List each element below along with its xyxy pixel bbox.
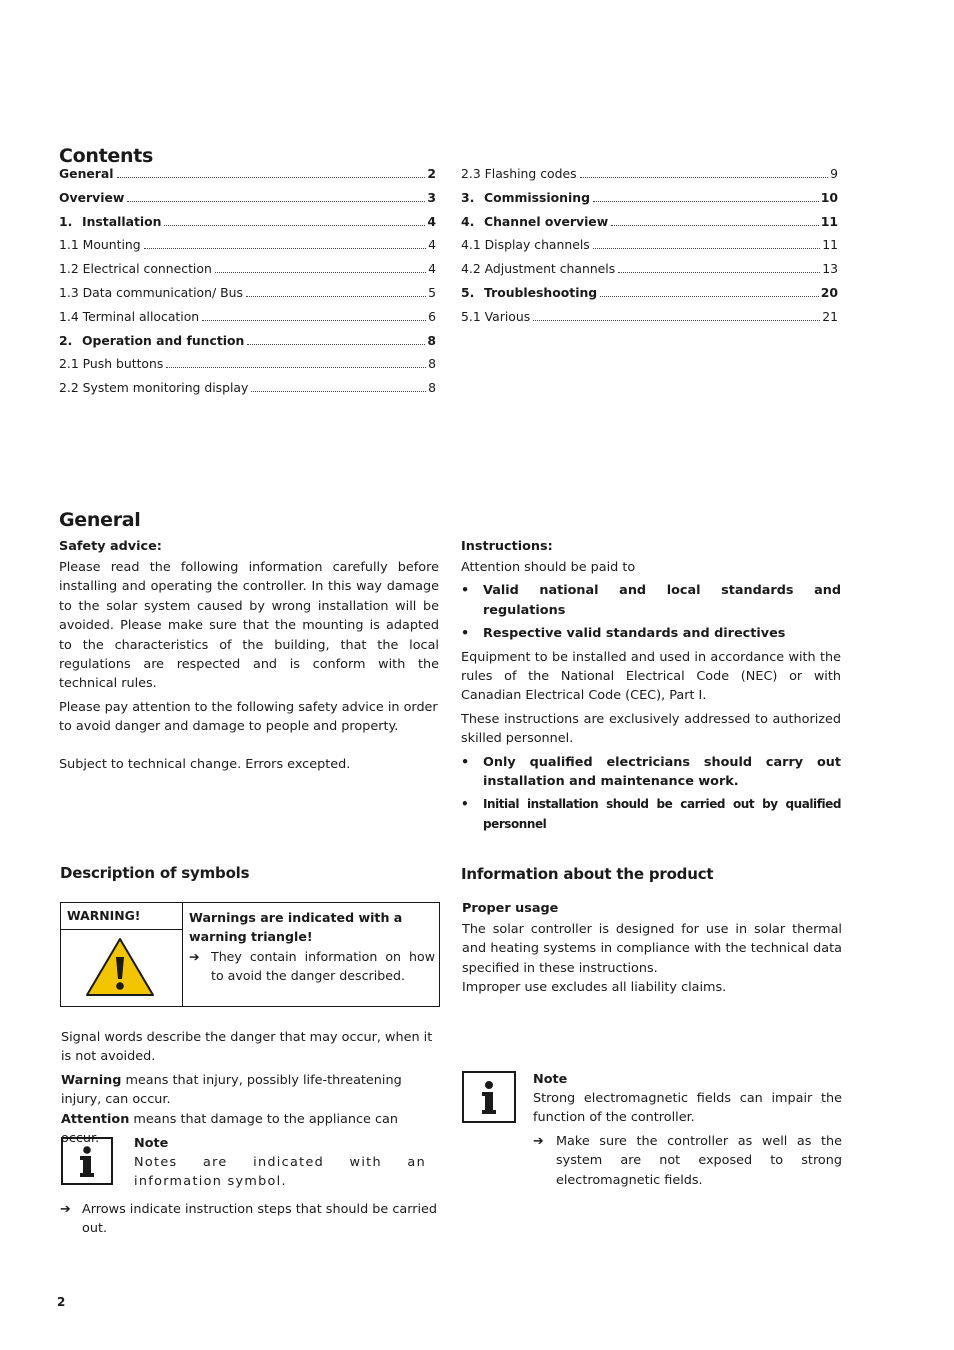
safety-section [59, 539, 439, 774]
instructions-label: Instructions: [461, 539, 553, 554]
safety-paragraph-1: Please read the following information carefully before installing and operating the controller. In this way damage to the solar system caused by wrong installation will be avoided. Please make sure that the mounting is adapted to the characteristics of the building, that the local regulations are respected and is conform with the technical rules. [59, 560, 439, 692]
toc-entry-label [461, 285, 597, 300]
toc-leader-dots [127, 200, 425, 202]
signal-text: Signal words describe the danger that may occur, when it is not avoided. [61, 1030, 433, 1065]
toc-leader-dots [215, 271, 426, 273]
toc-entry-page: 3 [427, 189, 436, 205]
toc-entry-page: 8 [428, 380, 436, 396]
toc-entry-page: 4 [428, 261, 436, 277]
toc-entry[interactable] [461, 261, 838, 285]
toc-entry-text: Overview [59, 189, 125, 205]
toc-entry-label [59, 380, 248, 395]
info-icon [61, 1137, 113, 1185]
arrow-icon: ➔ [533, 1133, 544, 1149]
list-item: • Valid national and local standards and regulations [461, 581, 841, 620]
toc-entry-text: 1.3 Data communication/ Bus [59, 284, 243, 300]
toc-entry-label [461, 190, 590, 205]
toc-leader-dots [618, 271, 820, 273]
toc-entry-label [59, 166, 114, 181]
toc-entry-page: 11 [822, 237, 838, 253]
toc-entry-text: Channel overview [484, 213, 609, 229]
signal-section [61, 1028, 440, 1148]
exclusive-text: These instructions are exclusively addressed to authorized skilled personnel. [461, 711, 841, 747]
arrow-explanation [60, 1200, 440, 1239]
toc-leader-dots [164, 224, 425, 226]
warning-label: WARNING! [61, 903, 182, 930]
list-item: • Initial installation should be carried out by qualified personnel [461, 795, 841, 834]
warning-right-cell [189, 908, 435, 986]
product-title: Information about the product [461, 865, 714, 883]
toc-entry[interactable] [59, 333, 436, 357]
toc-entry[interactable] [461, 309, 838, 333]
warning-left-cell [61, 903, 183, 1006]
toc-entry-label [461, 214, 608, 229]
toc-leader-dots [593, 200, 819, 202]
warning-heading: Warnings are indicated with a warning triangle! [189, 910, 403, 945]
toc-leader-dots [202, 319, 426, 321]
toc-entry-text: Operation and function [82, 332, 245, 348]
toc-leader-dots [533, 319, 820, 321]
note-text: Strong electromagnetic fields can impair the function of the controller. [533, 1091, 842, 1126]
toc-leader-dots [246, 295, 426, 297]
contents-title: Contents [59, 145, 154, 167]
toc-entry-page: 4 [428, 237, 436, 253]
toc-leader-dots [117, 176, 426, 178]
toc-entry-text: Installation [82, 213, 162, 229]
toc-entry-text: 4.1 Display channels [461, 237, 590, 253]
toc-entry[interactable] [59, 166, 436, 190]
toc-entry-number: 2. [59, 332, 73, 348]
toc-entry-number: 4. [461, 213, 475, 229]
info-icon [462, 1071, 516, 1123]
usage-section [462, 901, 842, 998]
standards-list [461, 581, 841, 643]
toc-entry-label [59, 285, 243, 300]
warning-description: means that injury, possibly life-threatening injury, can occur. [61, 1072, 402, 1108]
warning-definition [61, 1071, 440, 1110]
toc-entry-label [59, 214, 161, 229]
toc-entry[interactable] [59, 214, 436, 238]
toc-entry-page: 21 [822, 308, 838, 324]
toc-entry-label [461, 309, 530, 324]
toc-entry-text: 2.2 System monitoring display [59, 380, 249, 396]
safety-label: Safety advice: [59, 539, 162, 554]
instructions-section [461, 539, 841, 834]
product-note-block [533, 1070, 842, 1190]
personnel-list [461, 753, 841, 835]
arrow-icon: ➔ [60, 1202, 71, 1217]
toc-leader-dots [144, 247, 426, 249]
attention-word: Attention [61, 1111, 130, 1127]
toc-entry-number: 3. [461, 189, 475, 205]
toc-entry-page: 8 [427, 332, 436, 348]
arrow-icon: ➔ [189, 948, 200, 964]
toc-entry-text: 5.1 Various [461, 308, 531, 324]
toc-entry[interactable] [59, 261, 436, 285]
warning-step [189, 947, 435, 986]
toc-leader-dots [251, 390, 426, 392]
toc-entry-page: 13 [822, 261, 838, 277]
toc-entry-label [59, 261, 212, 276]
toc-entry[interactable] [461, 237, 838, 261]
toc-entry-text: 1.4 Terminal allocation [59, 308, 200, 324]
toc-entry-page: 6 [428, 308, 436, 324]
attention-description: means that damage to the appliance can occur. [61, 1111, 398, 1147]
note-step-text: Make sure the controller as well as the system are not exposed to strong electromagnetic fields. [556, 1133, 842, 1188]
equipment-text: Equipment to be installed and used in accordance with the rules of the National Electrical Code (NEC) or with Canadian Electrical Code (CEC), Part I. [461, 649, 841, 704]
toc-leader-dots [247, 343, 425, 345]
subject-note: Subject to technical change. Errors excepted. [59, 756, 351, 772]
toc-leader-dots [600, 295, 819, 297]
list-item: • Only qualified electricians should carry out installation and maintenance work. [461, 753, 841, 792]
note-step [533, 1132, 842, 1190]
page-number: 2 [57, 1295, 66, 1309]
general-title: General [59, 509, 141, 531]
toc-entry-page: 5 [428, 284, 436, 300]
toc-entry-label [59, 356, 163, 371]
attention-text: Attention should be paid to [461, 560, 636, 575]
toc-entry[interactable] [461, 190, 838, 214]
usage-text: The solar controller is designed for use in solar thermal and heating systems in compliance with the technical data specified in these instructions. [462, 922, 842, 976]
toc-entry-page: 4 [427, 213, 436, 229]
toc-entry-text: 2.3 Flashing codes [461, 166, 577, 181]
toc-entry[interactable] [59, 309, 436, 333]
note-symbol-block [134, 1134, 426, 1192]
toc-entry-label [59, 333, 244, 348]
toc-entry[interactable] [461, 285, 838, 309]
toc-entry-label [59, 309, 199, 324]
warning-text: They contain information on how to avoid the danger described. [211, 948, 435, 984]
toc-entry-label [59, 190, 124, 205]
toc-leader-dots [593, 247, 820, 249]
toc-entry[interactable] [461, 166, 838, 190]
toc-right-column [461, 166, 838, 333]
toc-entry-number: 5. [461, 284, 475, 300]
toc-entry-text: Commissioning [484, 189, 590, 205]
toc-entry-label [461, 261, 615, 276]
toc-entry-page: 2 [427, 166, 436, 181]
toc-entry[interactable] [59, 285, 436, 309]
toc-entry-label [461, 237, 590, 252]
toc-leader-dots [580, 176, 829, 178]
toc-entry-page: 9 [830, 166, 838, 181]
toc-leader-dots [166, 366, 426, 368]
toc-entry-text: 4.2 Adjustment channels [461, 261, 616, 277]
toc-entry-label [461, 166, 577, 181]
warning-table [60, 902, 440, 1007]
warning-word: Warning [61, 1072, 122, 1088]
list-item: • Respective valid standards and directives [461, 624, 841, 643]
toc-entry-text: 1.1 Mounting [59, 237, 141, 253]
toc-entry-label [59, 237, 141, 252]
toc-leader-dots [611, 224, 819, 226]
toc-entry[interactable] [59, 237, 436, 261]
arrow-text: Arrows indicate instruction steps that should be carried out. [82, 1202, 438, 1237]
toc-entry[interactable] [59, 190, 436, 214]
toc-left-column [59, 166, 436, 404]
toc-entry-page: 20 [820, 284, 838, 300]
toc-entry-text: Troubleshooting [484, 284, 598, 300]
usage-label: Proper usage [462, 901, 559, 916]
toc-entry-page: 10 [820, 189, 838, 205]
note-title: Note [134, 1136, 169, 1151]
toc-entry[interactable] [461, 214, 838, 238]
improper-text: Improper use excludes all liability claims. [462, 980, 727, 996]
toc-entry-page: 8 [428, 356, 436, 372]
note-text: Notes are indicated with an information symbol. [134, 1155, 426, 1190]
note-title: Note [533, 1072, 568, 1087]
toc-entry[interactable] [59, 356, 436, 380]
symbols-title: Description of symbols [60, 864, 250, 882]
toc-entry-text: 1.2 Electrical connection [59, 261, 212, 277]
warning-triangle-icon [85, 937, 155, 997]
toc-entry-text: 2.1 Push buttons [59, 356, 164, 372]
toc-entry-number: 1. [59, 213, 73, 229]
toc-entry-page: 11 [820, 213, 838, 229]
toc-entry-text: General [59, 166, 114, 181]
toc-entry[interactable] [59, 380, 436, 404]
safety-paragraph-2: Please pay attention to the following safety advice in order to avoid danger and damage to people and property. [59, 699, 438, 735]
